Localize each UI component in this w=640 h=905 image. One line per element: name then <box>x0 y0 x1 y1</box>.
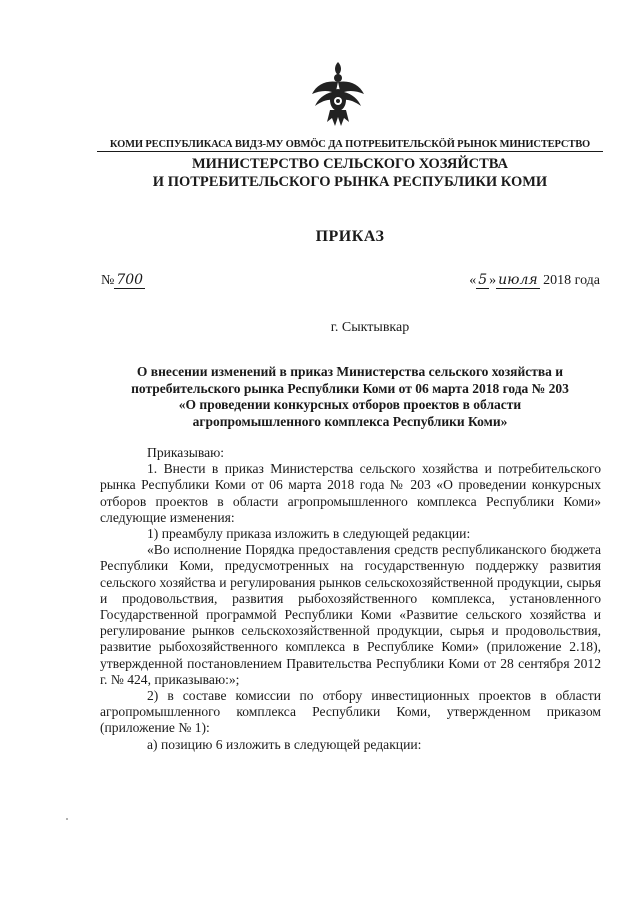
body-paragraph-order: Приказываю: <box>147 445 225 460</box>
date-day: 5 <box>478 272 488 288</box>
body-paragraph-5: а) позицию 6 изложить в следующей редакции: <box>147 736 422 752</box>
date-open-quote: « <box>469 273 477 288</box>
order-number <box>101 272 145 289</box>
body-paragraph-3: «Во исполнение Порядка предоставления средств республиканского бюджета Республики Коми, предусмотренных на государственную поддержку развития сельского хозяйства и регулирования рынков сельскохозяйственной продукции, сырья и продовольствия, развития рыбохозяйственного комплекса, установленного Государственной программой Республики Коми «Развитие сельского хозяйства и регулирование рынков сельскохозяйственной продукции, сырья и продовольствия, развитие рыбохозяйственного комплекса в Республике Коми» (приложение 2.18), утвержденной постановлением Правительства Республики Коми от 28 сентября 2012 г. № 424, приказываю:»; <box>100 542 601 687</box>
body-paragraph-2: 1) преамбулу приказа изложить в следующей редакции: <box>147 526 471 542</box>
ministry-name-line1: МИНИСТЕРСТВО СЕЛЬСКОГО ХОЗЯЙСТВА <box>192 156 508 172</box>
body-paragraph-1: 1. Внести в приказ Министерства сельского хозяйства и потребительского рынка Республики Коми от 06 марта 2018 года № 203 «О проведении конкурсных отборов проектов в области агропромышленного комплекса Республики Коми» следующие изменения: <box>100 461 601 525</box>
margin-dot <box>66 818 68 820</box>
subject-line1: О внесении изменений в приказ Министерства сельского хозяйства и <box>136 364 564 379</box>
order-number-value: 700 <box>116 272 144 288</box>
date-month: июля <box>498 272 538 288</box>
order-title: ПРИКАЗ <box>315 228 385 245</box>
subject-line4: агропромышленного комплекса Республики Коми» <box>192 413 508 429</box>
number-sign: № <box>101 273 115 288</box>
subject-line2: потребительского рынка Республики Коми от 06 марта 2018 года № 203 <box>131 380 569 396</box>
komi-language-ministry-name: КОМИ РЕСПУБЛИКАСА ВИДЗ-МУ ОВМӦС ДА ПОТРЕБИТЕЛЬСКӦЙ РЫНОК МИНИСТЕРСТВО <box>97 139 603 152</box>
ministry-name <box>60 155 640 191</box>
order-date <box>469 272 600 289</box>
ministry-name-line2: И ПОТРЕБИТЕЛЬСКОГО РЫНКА РЕСПУБЛИКИ КОМИ <box>152 174 548 190</box>
order-subject <box>100 364 600 430</box>
order-body <box>100 445 601 753</box>
city: г. Сыктывкар <box>330 320 410 335</box>
komi-coat-of-arms-icon <box>309 60 367 128</box>
body-paragraph-4: 2) в составе комиссии по отбору инвестиционных проектов в области агропромышленного комплекса Республики Коми, утвержденном приказом (приложение № 1): <box>100 688 601 736</box>
date-year: 2018 года <box>543 273 600 288</box>
subject-line3: «О проведении конкурсных отборов проектов в области <box>178 397 522 412</box>
date-close-quote: » <box>489 273 497 288</box>
